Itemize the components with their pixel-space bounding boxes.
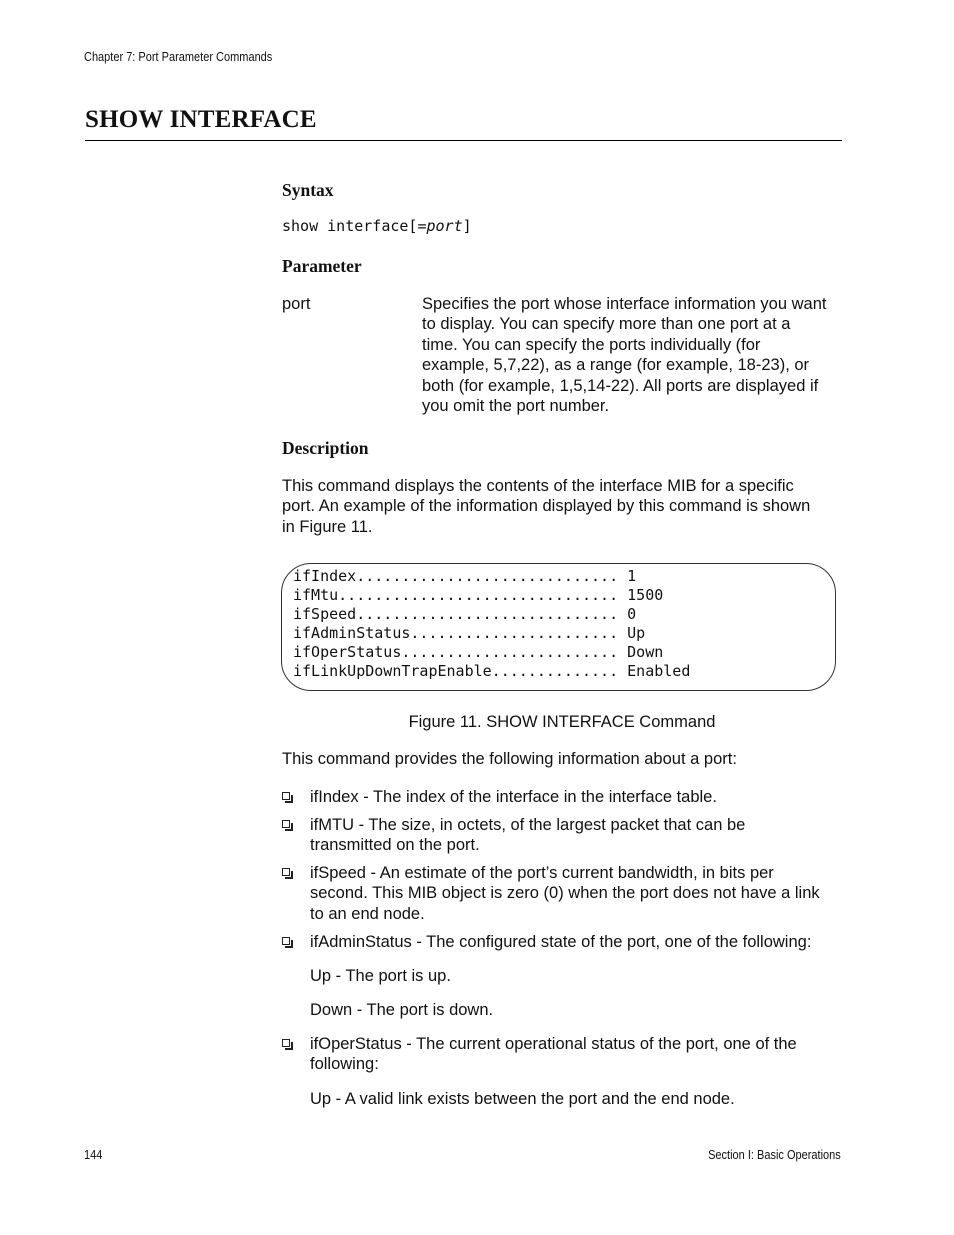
figure-row: ifAdminStatus....................... Up	[293, 624, 646, 642]
description-line: port. An example of the information displayed by this command is shown	[282, 497, 811, 516]
checkbox-bullet-icon	[282, 868, 290, 876]
running-footer-section: Section I: Basic Operations	[708, 1148, 841, 1162]
figure-row: ifLinkUpDownTrapEnable.............. Enabled	[293, 662, 691, 680]
figure-row: ifMtu............................... 1500	[293, 586, 664, 604]
oper-status-value: Up - A valid link exists between the port and the end node.	[310, 1090, 735, 1108]
parameter-description-line: you omit the port number.	[422, 397, 610, 416]
admin-status-value: Up - The port is up.	[310, 967, 451, 985]
checkbox-bullet-icon	[282, 792, 290, 800]
bullet-text	[310, 863, 842, 924]
checkbox-bullet-icon	[282, 1039, 290, 1047]
syntax-command	[282, 217, 472, 235]
figure-row: ifSpeed............................. 0	[293, 605, 637, 623]
figure-caption: Figure 11. SHOW INTERFACE Command	[408, 713, 716, 731]
bullet-line: to an end node.	[310, 904, 425, 923]
parameter-description-line: Specifies the port whose interface information you want	[422, 295, 827, 313]
parameter-description-line: example, 5,7,22), as a range (for example, 18-23), or	[422, 356, 810, 375]
figure-row: ifIndex............................. 1	[293, 567, 637, 585]
bullet-line: ifMTU - The size, in octets, of the largest packet that can be	[310, 816, 746, 834]
admin-status-value: Down - The port is down.	[310, 1001, 494, 1019]
parameter-description	[422, 294, 842, 416]
bullet-text	[310, 815, 842, 856]
parameter-heading: Parameter	[282, 256, 362, 276]
description-heading: Description	[282, 438, 369, 458]
bullet-line: ifIndex - The index of the interface in the interface table.	[310, 788, 717, 806]
syntax-command-text: show interface[=	[282, 217, 427, 235]
bullet-line: ifOperStatus - The current operational status of the port, one of the	[310, 1035, 797, 1053]
figure-row: ifOperStatus........................ Down	[293, 643, 664, 661]
page-title: SHOW INTERFACE	[85, 106, 317, 133]
bullet-text	[310, 1034, 842, 1075]
parameter-description-line: time. You can specify the ports individually (for	[422, 335, 761, 354]
syntax-close: ]	[462, 217, 472, 235]
info-intro: This command provides the following information about a port:	[282, 750, 737, 768]
description-line: in Figure 11.	[282, 517, 373, 536]
bullet-text	[310, 932, 842, 952]
checkbox-bullet-icon	[282, 937, 290, 945]
checkbox-bullet-icon	[282, 820, 290, 828]
syntax-param: port	[426, 217, 463, 235]
title-rule	[85, 140, 842, 141]
figure-output	[293, 567, 690, 681]
parameter-description-line: both (for example, 1,5,14-22). All ports are displayed if	[422, 376, 819, 395]
bullet-line: following:	[310, 1055, 379, 1074]
description-paragraph	[282, 476, 842, 537]
bullet-text	[310, 787, 842, 807]
page-number: 144	[84, 1148, 103, 1162]
description-line: This command displays the contents of the interface MIB for a specific	[282, 477, 794, 495]
bullet-line: ifAdminStatus - The configured state of the port, one of the following:	[310, 933, 812, 951]
bullet-line: transmitted on the port.	[310, 836, 480, 855]
bullet-line: ifSpeed - An estimate of the port’s current bandwidth, in bits per	[310, 864, 774, 882]
running-header: Chapter 7: Port Parameter Commands	[84, 50, 273, 64]
bullet-line: second. This MIB object is zero (0) when the port does not have a link	[310, 884, 820, 903]
syntax-heading: Syntax	[282, 180, 334, 200]
parameter-description-line: to display. You can specify more than one port at a	[422, 315, 791, 334]
parameter-name: port	[282, 295, 311, 313]
